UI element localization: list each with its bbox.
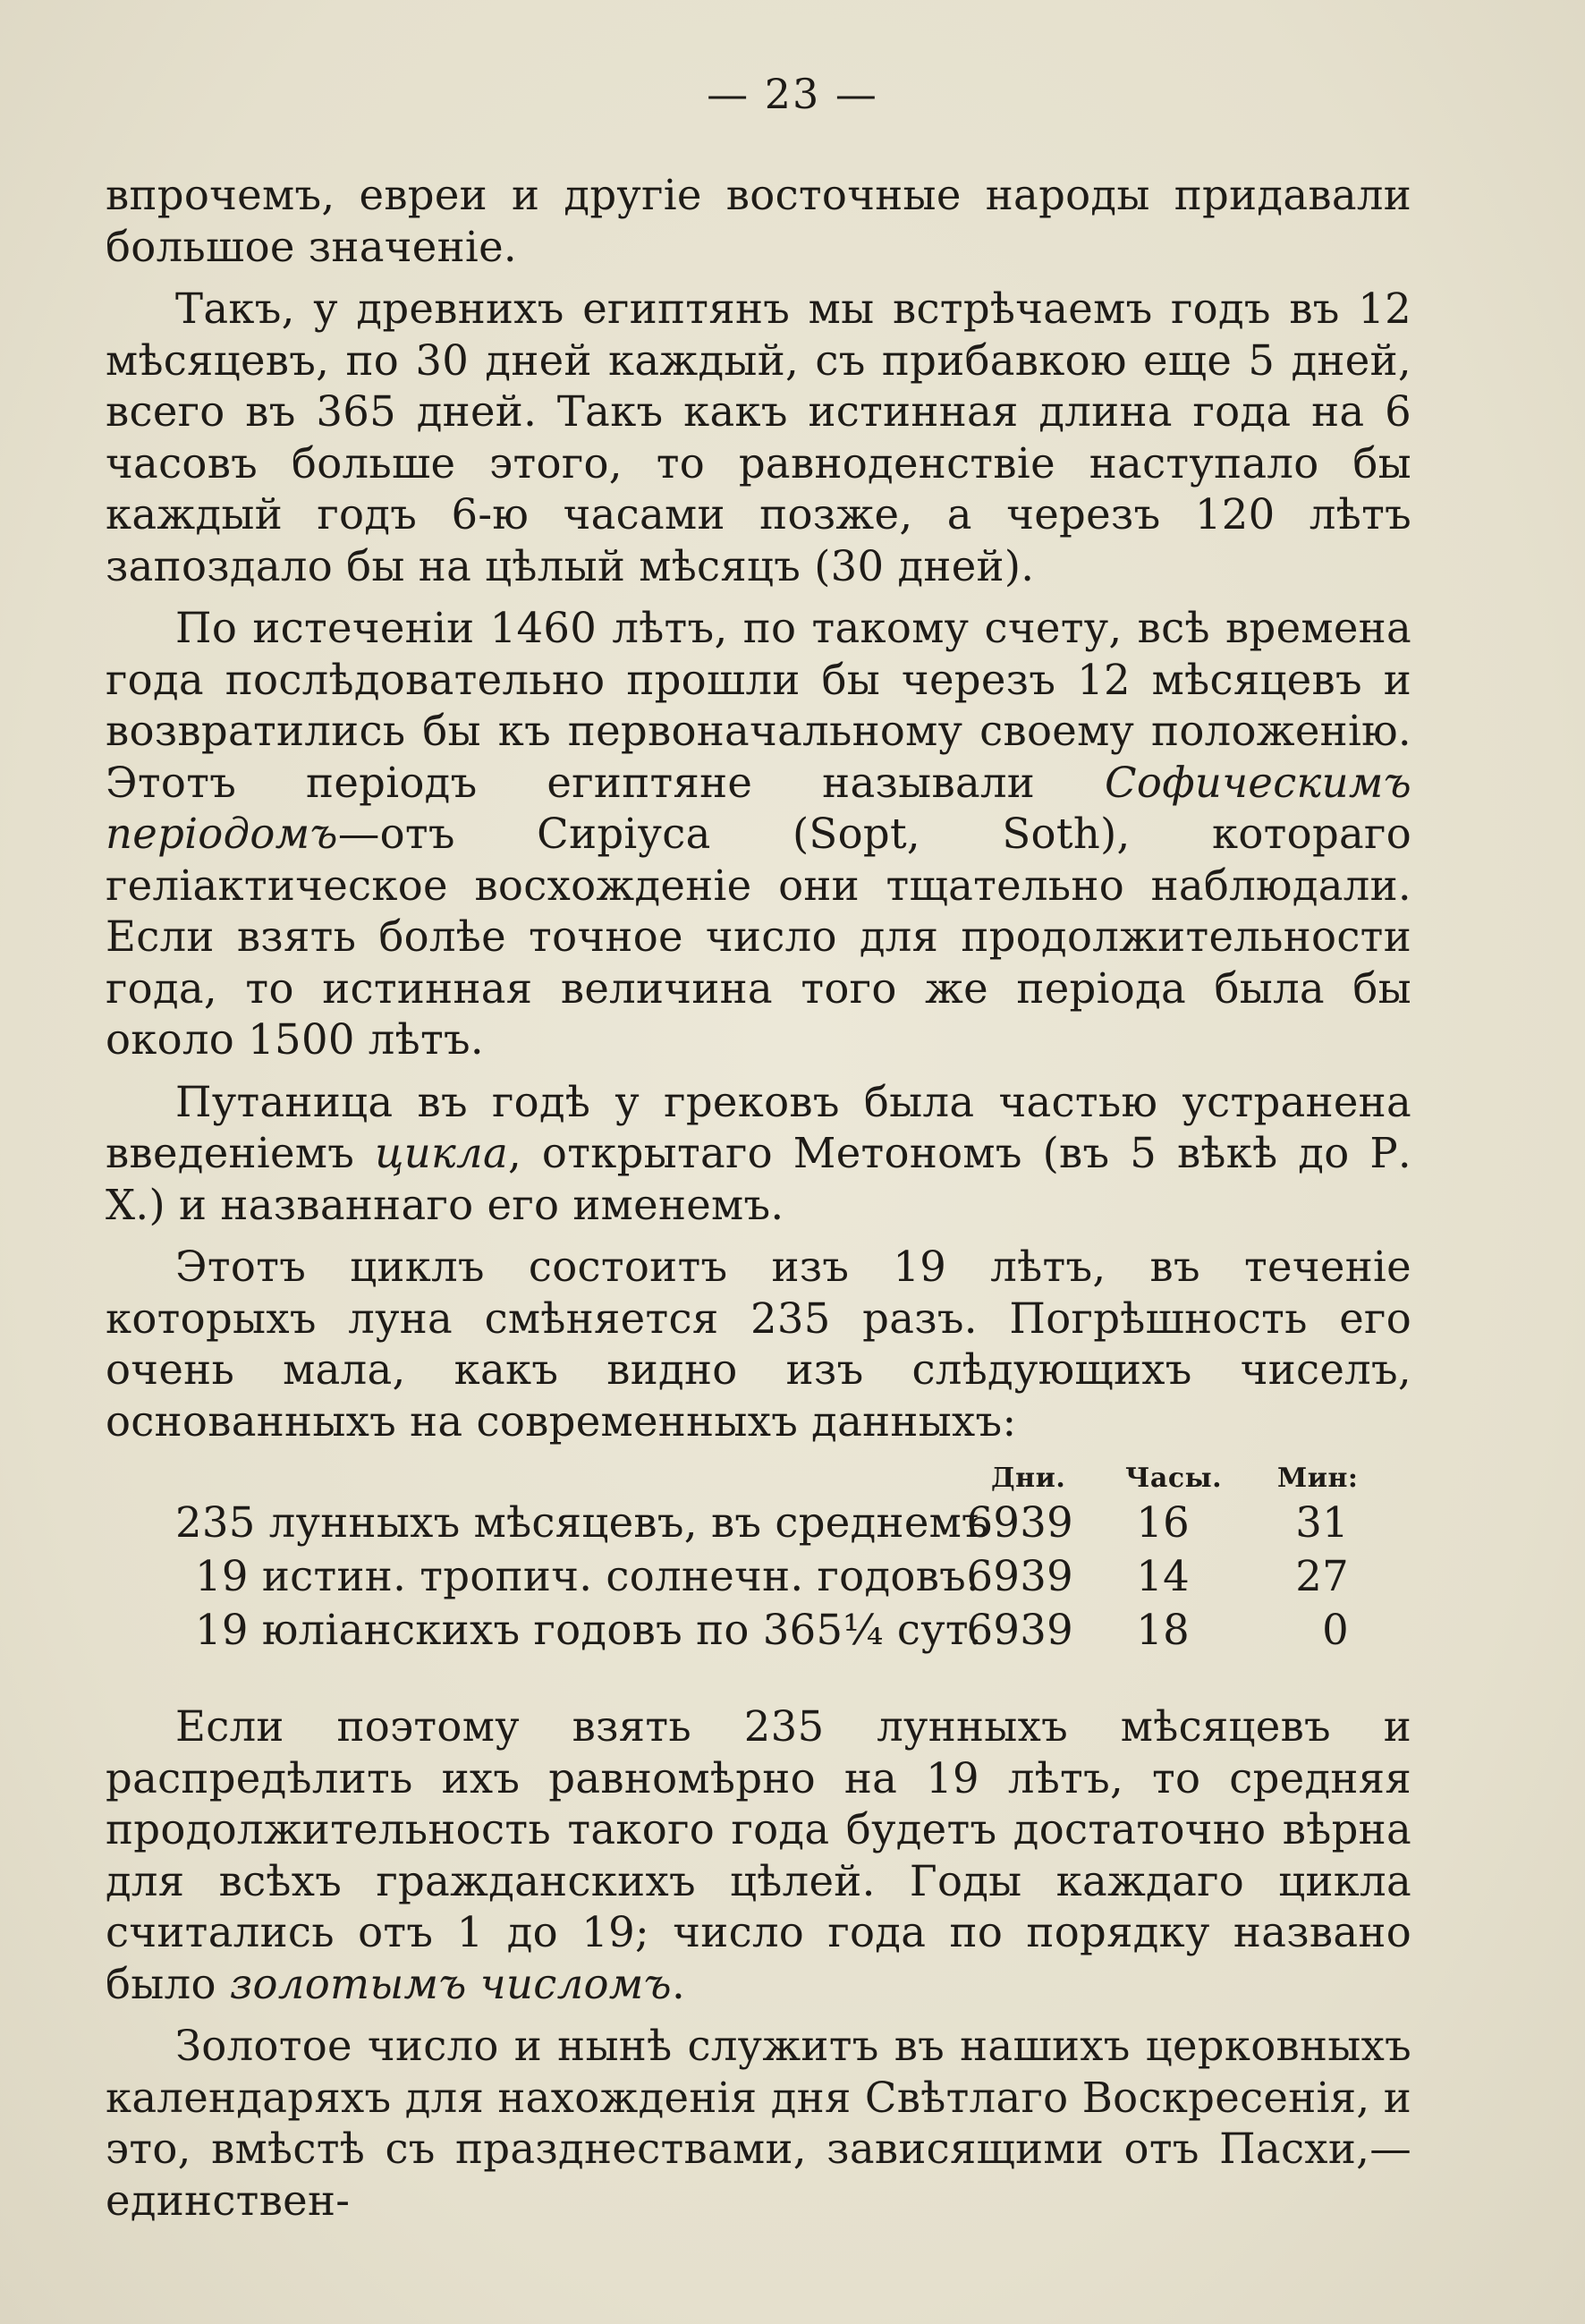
- row-label: 19 истин. тропич. солнечн. годовъ.: [195, 1552, 980, 1600]
- comparison-table: [106, 1453, 1411, 1689]
- italic-term: цикла: [375, 1129, 508, 1177]
- table-row: [106, 1551, 1411, 1605]
- table-header-hours: Часы.: [1125, 1463, 1223, 1494]
- paragraph: Если поэтому взять 235 лунныхъ мѣсяцевъ и распредѣлить ихъ равномѣрно на 19 лѣтъ, то средняя продолжительность такого года будетъ достаточно вѣрна для всѣхъ гражданскихъ цѣлей. Годы каждаго цикла считались отъ 1 до 19; число года по порядку названо было золотымъ числомъ.: [106, 1702, 1411, 2008]
- row-label: 235 лунныхъ мѣсяцевъ, въ среднемъ: [175, 1498, 989, 1547]
- row-days: 6939: [966, 1498, 1073, 1547]
- body-text: [106, 170, 1411, 2226]
- paragraph: впрочемъ, евреи и другіе восточные народы придавали большое значеніе.: [106, 171, 1411, 271]
- table-row: [106, 1605, 1411, 1658]
- row-days: 6939: [966, 1606, 1073, 1654]
- row-hours: 14: [1136, 1552, 1190, 1600]
- paragraph: По истеченіи 1460 лѣтъ, по такому счету, всѣ времена года послѣдовательно прошли бы черезъ 12 мѣсяцевъ и возвратились бы къ первоначальному своему положенію. Этотъ періодъ египтяне называли Софическимъ періодомъ—отъ Сиріуса (Sopt, Soth), котораго геліактическое восхожденіе они тщательно наблюдали. Если взять болѣе точное число для продолжительности года, то истинная величина того же періода была бы около 1500 лѣтъ.: [106, 604, 1411, 1064]
- italic-term: золотымъ числомъ: [229, 1959, 672, 2008]
- paragraph: Путаница въ годѣ у грековъ была частью устранена введеніемъ цикла, открытаго Метономъ (въ 5 вѣкѣ до Р. Х.) и названнаго его именемъ.: [106, 1077, 1412, 1229]
- row-days: 6939: [966, 1552, 1073, 1600]
- paragraph: Такъ, у древнихъ египтянъ мы встрѣчаемъ годъ въ 12 мѣсяцевъ, по 30 дней каждый, съ прибавкою еще 5 дней, всего въ 365 дней. Такъ какъ истинная длина года на 6 часовъ больше этого, то равноденствіе наступало бы каждый годъ 6-ю часами позже, а черезъ 120 лѣтъ запоздало бы на цѣлый мѣсяцъ (30 дней).: [106, 284, 1411, 590]
- table-header-days: Дни.: [991, 1463, 1066, 1494]
- row-minutes: 0: [1322, 1606, 1349, 1654]
- paragraph: Этотъ циклъ состоитъ изъ 19 лѣтъ, въ теченіе которыхъ луна смѣняется 235 разъ. Погрѣшность его очень мала, какъ видно изъ слѣдующихъ чиселъ, основанныхъ на современныхъ данныхъ:: [106, 1243, 1411, 1446]
- table-header-minutes: Мин:: [1277, 1463, 1359, 1494]
- row-label: 19 юліанскихъ годовъ по 365¼ сут.: [195, 1606, 982, 1654]
- paragraph: Золотое число и нынѣ служитъ въ нашихъ церковныхъ календаряхъ для нахожденія дня Свѣтлаго Воскресенія, и это, вмѣстѣ съ празднествами, зависящими отъ Пасхи,—единствен-: [106, 2022, 1411, 2225]
- page-number: — 23 —: [707, 70, 878, 118]
- row-minutes: 27: [1295, 1552, 1349, 1600]
- row-hours: 16: [1136, 1498, 1190, 1547]
- table-row: [106, 1497, 1411, 1551]
- italic-term: Софическимъ періодомъ: [106, 758, 1411, 858]
- row-hours: 18: [1136, 1606, 1190, 1654]
- row-minutes: 31: [1295, 1498, 1349, 1547]
